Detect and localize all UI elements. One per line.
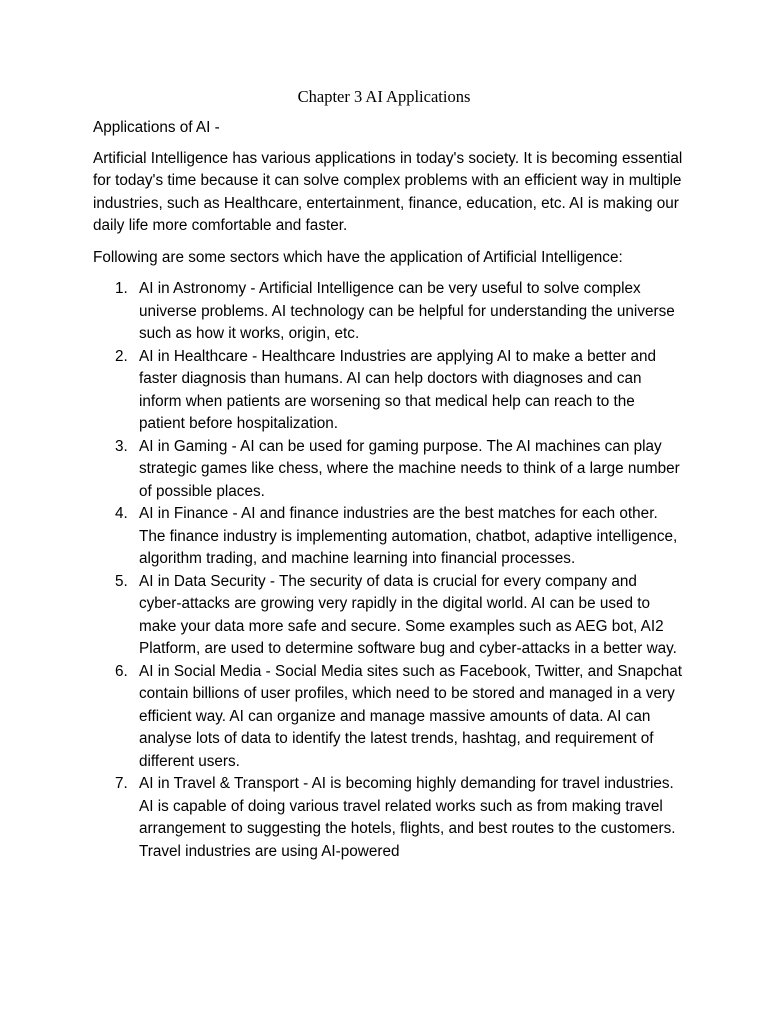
- list-item-number: 2.: [115, 347, 128, 365]
- chapter-title: Chapter 3 AI Applications: [297, 87, 471, 106]
- list-item-number: 4.: [115, 505, 128, 522]
- list-item: [93, 571, 683, 661]
- sector-list: [93, 278, 683, 863]
- list-item-text: AI in Travel & Transport - AI is becoming highly demanding for travel industries. AI is capable of doing various travel related works such as from making travel arrangement to suggesting the hotels, flights, and best routes to the customers. Travel industries are using AI-powered: [139, 775, 676, 860]
- list-item: [93, 661, 683, 774]
- list-item-text: AI in Finance - AI and finance industries are the best matches for each other. The finance industry is implementing automation, chatbot, adaptive intelligence, algorithm trading, and machine learning into financial processes.: [139, 505, 678, 567]
- list-item-text: AI in Astronomy - Artificial Intelligence can be very useful to solve complex universe problems. AI technology can be helpful for understanding the universe such as how it works, origin, etc.: [139, 280, 675, 342]
- list-item-number: 7.: [115, 775, 128, 792]
- intro-paragraph: Artificial Intelligence has various applications in today's society. It is becoming essential for today's time because it can solve complex problems with an efficient way in multiple industries, such as Healthcare, entertainment, finance, education, etc. AI is making our daily life more comfortable and faster.: [93, 149, 683, 234]
- list-item: [93, 278, 683, 346]
- list-item-text: AI in Healthcare - Healthcare Industries are applying AI to make a better and faster diagnosis than humans. AI can help doctors with diagnoses and can inform when patients are worsening so that medical help can reach to the patient before hospitalization.: [139, 347, 656, 432]
- list-item: [93, 503, 683, 571]
- section-heading: Applications of AI -: [93, 119, 220, 136]
- list-item: [93, 773, 683, 863]
- list-item-text: AI in Gaming - AI can be used for gaming purpose. The AI machines can play strategic games like chess, where the machine needs to think of a large number of possible places.: [139, 437, 680, 500]
- list-item-number: 5.: [115, 572, 128, 590]
- list-item-number: 3.: [115, 437, 128, 455]
- document-body: [93, 117, 683, 863]
- list-item-text: AI in Social Media - Social Media sites such as Facebook, Twitter, and Snapchat contain billions of user profiles, which need to be stored and managed in a very efficient way. AI can organize and manage massive amounts of data. AI can analyse lots of data to identify the latest trends, hashtag, and requirement of different users.: [139, 662, 683, 770]
- list-item-number: 6.: [115, 662, 128, 680]
- list-item: [93, 436, 683, 504]
- list-item-text: AI in Data Security - The security of data is crucial for every company and cyber-attacks are growing very rapidly in the digital world. AI can be used to make your data more safe and secure. Some examples such as AEG bot, AI2 Platform, are used to determine software bug and cyber-attacks in a better way.: [139, 572, 677, 657]
- list-item: [93, 346, 683, 436]
- list-item-number: 1.: [115, 280, 128, 297]
- lead-in-paragraph: Following are some sectors which have the application of Artificial Intelligence:: [93, 248, 623, 266]
